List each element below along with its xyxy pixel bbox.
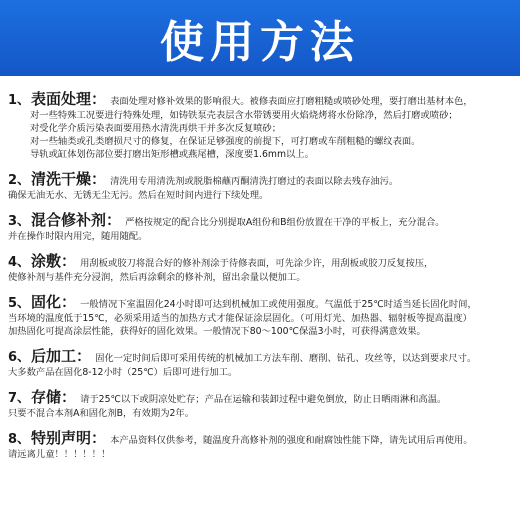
title-banner [0,0,520,76]
section-curing [0,291,520,338]
section-cleaning [0,168,520,202]
section-text: 请于25℃以下或阴凉处贮存；产品在运输和装卸过程中避免倒放，防止日晒雨淋和高温。 [80,394,447,405]
section-number: 3、 [8,214,31,229]
instructions-body [0,88,520,468]
section-number: 2、 [8,173,31,188]
section-post-processing [0,345,520,379]
section-text: 本产品资料仅供参考，随温度升高修补剂的强度和耐腐蚀性能下降，请先试用后再使用。 [110,435,473,446]
section-number: 6、 [8,350,31,365]
section-text: 一般情况下室温固化24小时即可达到机械加工或使用强度。气温低于25℃时适当延长固化时间， [80,299,477,310]
section-title: 表面处理： [31,90,107,108]
section-text: 清洗用专用清洗剂或脱脂棉蘸丙酮清洗打磨过的表面以除去残存油污。 [110,176,399,187]
section-number: 8、 [8,432,31,447]
section-text: 严格按规定的配合比分别提取A组份和B组份放置在干净的平板上，充分混合。 [125,217,445,228]
section-title: 涂敷： [31,252,77,270]
section-storage [0,386,520,420]
section-line: 对受化学介质污染表面要用热水清洗再烘干并多次反复喷砂； [30,123,282,134]
section-mixing [0,209,520,243]
section-line: 并在操作时限内用完，随用随配。 [8,231,148,242]
section-number: 5、 [8,296,31,311]
section-title: 固化： [31,293,77,311]
section-text: 固化一定时间后即可采用传统的机械加工方法车削、磨削、钻孔、攻丝等，以达到要求尺寸。 [95,353,477,364]
section-line: 只要不混合本剂A和固化剂B，有效期为2年。 [8,408,194,419]
section-disclaimer [0,427,520,461]
section-line: 当环境的温度低于15℃，必须采用适当的加热方式才能保证涂层固化。（可用灯光、加热器、辐射板等提高温度） [8,313,472,324]
section-surface-treatment [0,88,520,161]
section-line: 使修补剂与基件充分浸润，然后再涂剩余的修补剂，留出余量以便加工。 [8,272,306,283]
section-number: 4、 [8,255,31,270]
section-title: 混合修补剂： [31,211,122,229]
section-line: 导轨或缸体划伤部位要打磨出矩形槽或燕尾槽，深度要1.6mm以上。 [30,149,314,160]
section-title: 后加工： [31,347,92,365]
section-coating [0,250,520,284]
section-line: 确保无油无水、无锈无尘无污。然后在短时间内进行下续处理。 [8,190,269,201]
section-title: 存储： [31,388,77,406]
section-line: 对一些特殊工况要进行特殊处理，如铸铁泵壳表层含水带锈要用火焰烧烤将水份除净，然后打磨或喷砂； [30,110,458,121]
section-line: 对一些轴类或孔类磨损尺寸的修复，在保证足够强度的前提下，可打磨或车削粗糙的螺纹表面。 [30,136,421,147]
section-line: 大多数产品在固化8-12小时（25℃）后即可进行加工。 [8,367,238,378]
page-title: 使用方法 [160,17,360,68]
section-title: 清洗干燥： [31,170,107,188]
section-number: 7、 [8,391,31,406]
section-line: 请远离儿童！！！！！！ [8,449,111,460]
section-line: 加热固化可提高涂层性能，获得好的固化效果。一般情况下80～100℃保温3小时，可获得满意效果。 [8,326,426,337]
section-text: 表面处理对修补效果的影响很大。被修表面应打磨粗糙或喷砂处理，要打磨出基材本色， [110,96,473,107]
section-text: 用刮板或胶刀将混合好的修补剂涂于待修表面，可先涂少许，用刮板或胶刀反复按压， [80,258,434,269]
section-title: 特别声明： [31,429,107,447]
section-number: 1、 [8,93,31,108]
